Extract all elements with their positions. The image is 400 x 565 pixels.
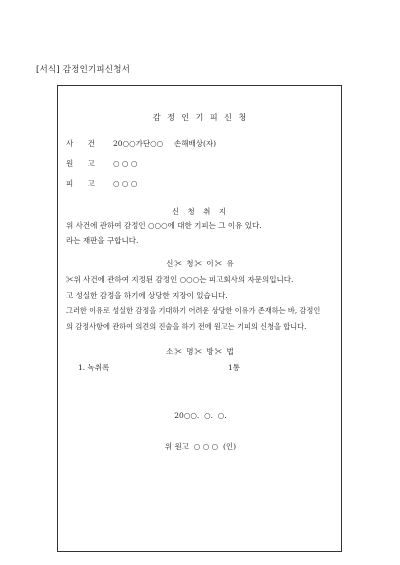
- plaintiff-name: ○ ○ ○: [113, 159, 138, 168]
- purpose-heading: 신 청 취 지: [171, 207, 230, 216]
- reason-line: 의 감정사항에 관하여 의견의 진술을 하기 전에 원고는 기피의 신청을 합니다.: [66, 322, 307, 331]
- defendant-label: 피 고: [66, 179, 101, 188]
- reason-heading: 신✂ 청✂ 이✂ 유: [166, 259, 235, 268]
- plaintiff-label: 원 고: [66, 159, 101, 168]
- case-name: 손해배상(자): [174, 139, 217, 148]
- attachment-name: 1. 녹취록: [78, 363, 110, 372]
- reason-line: ✂위 사건에 관하여 지정된 감정인 ○○○는 피고회사의 자문의입니다.: [66, 275, 294, 284]
- purpose-line: 위 사건에 관하여 감정인 ○○○에 대한 기피는 그 이유 있다.: [66, 221, 262, 230]
- document-caption: [서식] 감정인기피신청서: [36, 65, 131, 75]
- case-number: 20○○가단○○: [113, 139, 164, 148]
- form-title: 감 정 인 기 피 신 청: [152, 113, 249, 122]
- purpose-line: 라는 재판을 구합니다.: [66, 236, 139, 245]
- application-form: [57, 85, 342, 552]
- case-label: 사 건: [66, 139, 101, 148]
- attachments-heading: 소✂ 명✂ 방✂ 법: [166, 347, 235, 356]
- filing-date: 20○○. ○. ○.: [174, 411, 227, 420]
- signature-line: 위 원고 ○ ○ ○ (인): [164, 442, 237, 451]
- attachment-count: 1통: [228, 363, 241, 372]
- reason-line: 그러한 이유로 성실한 감정을 기대하기 어려운 상당한 이유가 존재하는 바, 감정인: [66, 306, 321, 315]
- defendant-name: ○ ○ ○: [113, 179, 138, 188]
- reason-line: 고 성실한 감정을 하기에 상당한 지장이 있습니다.: [66, 291, 228, 300]
